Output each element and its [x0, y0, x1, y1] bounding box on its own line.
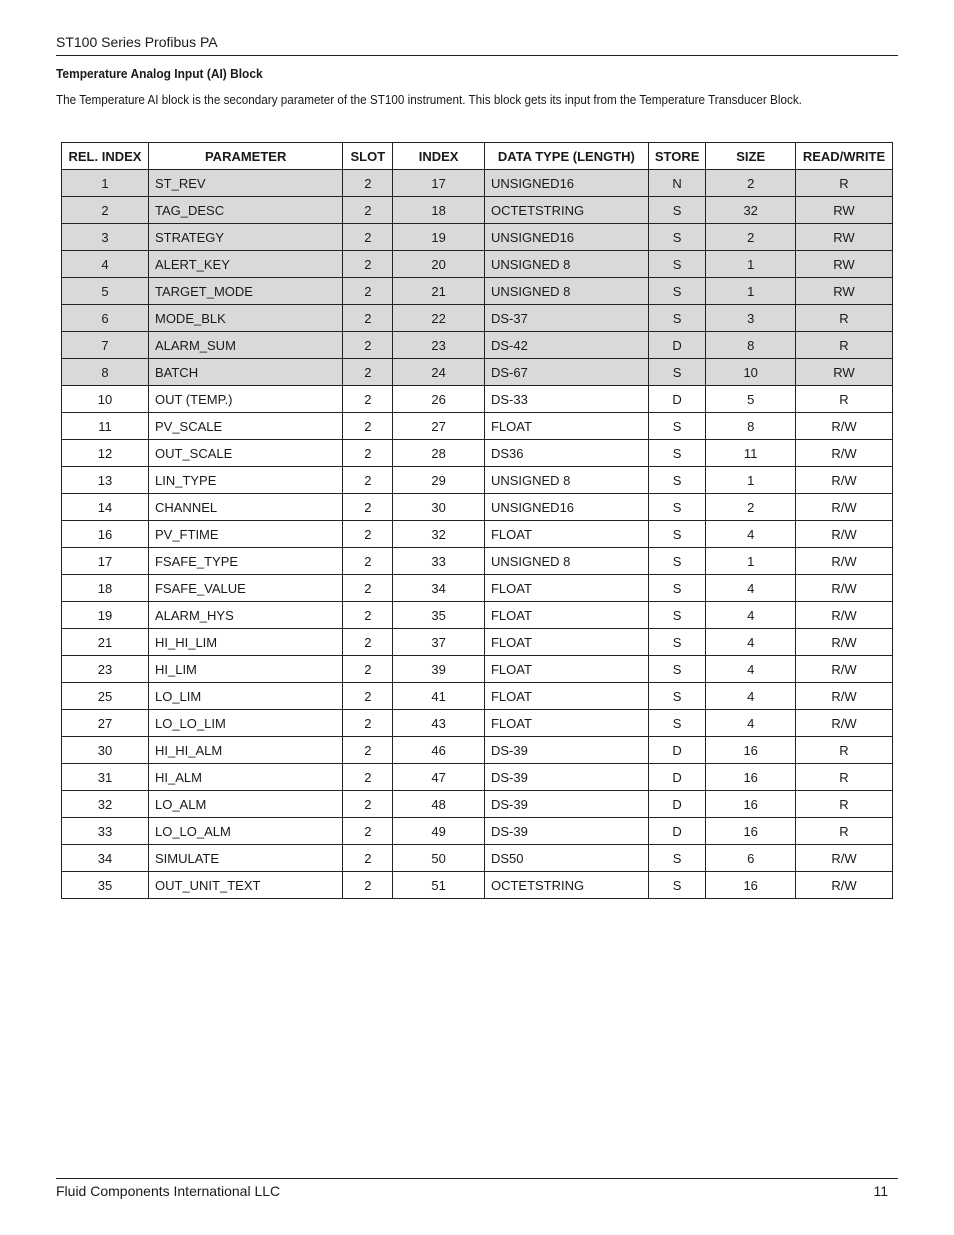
- data-type-cell: DS-39: [484, 764, 648, 791]
- table-row: [62, 521, 893, 548]
- data-type-cell: DS-39: [484, 737, 648, 764]
- slot-cell: 2: [343, 305, 393, 332]
- read-write-cell: R/W: [795, 845, 892, 872]
- parameter-cell: FSAFE_VALUE: [148, 575, 342, 602]
- index-cell: 51: [393, 872, 485, 899]
- size-cell: 3: [706, 305, 796, 332]
- store-cell: D: [648, 386, 706, 413]
- table-row: [62, 791, 893, 818]
- data-type-cell: FLOAT: [484, 683, 648, 710]
- parameter-cell: STRATEGY: [148, 224, 342, 251]
- size-cell: 16: [706, 872, 796, 899]
- size-cell: 11: [706, 440, 796, 467]
- size-cell: 4: [706, 656, 796, 683]
- slot-cell: 2: [343, 656, 393, 683]
- table-row: [62, 170, 893, 197]
- slot-cell: 2: [343, 575, 393, 602]
- table-row: [62, 548, 893, 575]
- data-type-cell: FLOAT: [484, 413, 648, 440]
- read-write-cell: R/W: [795, 656, 892, 683]
- table-row: [62, 278, 893, 305]
- rel-index-cell: 31: [62, 764, 149, 791]
- column-header-rel-index: REL. INDEX: [62, 143, 149, 170]
- index-cell: 17: [393, 170, 485, 197]
- size-cell: 6: [706, 845, 796, 872]
- parameter-cell: CHANNEL: [148, 494, 342, 521]
- parameter-cell: TAG_DESC: [148, 197, 342, 224]
- store-cell: S: [648, 548, 706, 575]
- index-cell: 28: [393, 440, 485, 467]
- store-cell: S: [648, 359, 706, 386]
- index-cell: 18: [393, 197, 485, 224]
- read-write-cell: R: [795, 791, 892, 818]
- parameter-cell: LO_ALM: [148, 791, 342, 818]
- read-write-cell: R/W: [795, 602, 892, 629]
- rel-index-cell: 3: [62, 224, 149, 251]
- read-write-cell: R: [795, 386, 892, 413]
- parameter-cell: PV_SCALE: [148, 413, 342, 440]
- data-type-cell: UNSIGNED 8: [484, 467, 648, 494]
- size-cell: 4: [706, 575, 796, 602]
- rel-index-cell: 8: [62, 359, 149, 386]
- read-write-cell: RW: [795, 359, 892, 386]
- footer-divider: [56, 1178, 898, 1179]
- index-cell: 32: [393, 521, 485, 548]
- rel-index-cell: 6: [62, 305, 149, 332]
- size-cell: 1: [706, 278, 796, 305]
- read-write-cell: R/W: [795, 494, 892, 521]
- rel-index-cell: 13: [62, 467, 149, 494]
- rel-index-cell: 17: [62, 548, 149, 575]
- size-cell: 4: [706, 521, 796, 548]
- parameter-cell: HI_HI_LIM: [148, 629, 342, 656]
- size-cell: 32: [706, 197, 796, 224]
- size-cell: 2: [706, 224, 796, 251]
- slot-cell: 2: [343, 278, 393, 305]
- rel-index-cell: 21: [62, 629, 149, 656]
- parameter-table: [61, 142, 893, 899]
- store-cell: S: [648, 683, 706, 710]
- parameter-cell: FSAFE_TYPE: [148, 548, 342, 575]
- store-cell: N: [648, 170, 706, 197]
- rel-index-cell: 12: [62, 440, 149, 467]
- slot-cell: 2: [343, 710, 393, 737]
- size-cell: 4: [706, 710, 796, 737]
- store-cell: S: [648, 440, 706, 467]
- slot-cell: 2: [343, 548, 393, 575]
- table-row: [62, 440, 893, 467]
- rel-index-cell: 5: [62, 278, 149, 305]
- slot-cell: 2: [343, 224, 393, 251]
- table-body: [62, 170, 893, 899]
- table-row: [62, 710, 893, 737]
- size-cell: 5: [706, 386, 796, 413]
- table-row: [62, 575, 893, 602]
- column-header-slot: SLOT: [343, 143, 393, 170]
- table-row: [62, 386, 893, 413]
- table-row: [62, 332, 893, 359]
- index-cell: 37: [393, 629, 485, 656]
- data-type-cell: FLOAT: [484, 710, 648, 737]
- table-row: [62, 683, 893, 710]
- store-cell: S: [648, 872, 706, 899]
- size-cell: 1: [706, 251, 796, 278]
- data-type-cell: DS-37: [484, 305, 648, 332]
- read-write-cell: RW: [795, 278, 892, 305]
- read-write-cell: R: [795, 305, 892, 332]
- slot-cell: 2: [343, 818, 393, 845]
- rel-index-cell: 23: [62, 656, 149, 683]
- footer-company: Fluid Components International LLC: [56, 1183, 281, 1199]
- index-cell: 27: [393, 413, 485, 440]
- index-cell: 26: [393, 386, 485, 413]
- data-type-cell: FLOAT: [484, 656, 648, 683]
- size-cell: 10: [706, 359, 796, 386]
- slot-cell: 2: [343, 467, 393, 494]
- data-type-cell: DS50: [484, 845, 648, 872]
- read-write-cell: R/W: [795, 548, 892, 575]
- section-description: The Temperature AI block is the secondary parameter of the ST100 instrument. This block gets its input from the Temperature Transducer Block.: [56, 92, 802, 107]
- store-cell: S: [648, 629, 706, 656]
- read-write-cell: R/W: [795, 440, 892, 467]
- store-cell: S: [648, 845, 706, 872]
- section-heading: Temperature Analog Input (AI) Block: [56, 66, 263, 81]
- table-row: [62, 602, 893, 629]
- parameter-cell: LO_LO_LIM: [148, 710, 342, 737]
- table-row: [62, 197, 893, 224]
- rel-index-cell: 2: [62, 197, 149, 224]
- data-type-cell: DS-42: [484, 332, 648, 359]
- rel-index-cell: 10: [62, 386, 149, 413]
- store-cell: S: [648, 575, 706, 602]
- rel-index-cell: 11: [62, 413, 149, 440]
- slot-cell: 2: [343, 629, 393, 656]
- size-cell: 16: [706, 791, 796, 818]
- rel-index-cell: 32: [62, 791, 149, 818]
- data-type-cell: DS-33: [484, 386, 648, 413]
- index-cell: 24: [393, 359, 485, 386]
- table-row: [62, 224, 893, 251]
- table-row: [62, 467, 893, 494]
- slot-cell: 2: [343, 251, 393, 278]
- index-cell: 23: [393, 332, 485, 359]
- index-cell: 22: [393, 305, 485, 332]
- read-write-cell: R/W: [795, 413, 892, 440]
- rel-index-cell: 33: [62, 818, 149, 845]
- index-cell: 47: [393, 764, 485, 791]
- table-row: [62, 845, 893, 872]
- index-cell: 48: [393, 791, 485, 818]
- rel-index-cell: 27: [62, 710, 149, 737]
- rel-index-cell: 4: [62, 251, 149, 278]
- column-header-read-write: READ/WRITE: [795, 143, 892, 170]
- column-header-size: SIZE: [706, 143, 796, 170]
- data-type-cell: FLOAT: [484, 521, 648, 548]
- data-type-cell: DS36: [484, 440, 648, 467]
- rel-index-cell: 16: [62, 521, 149, 548]
- table-row: [62, 656, 893, 683]
- store-cell: S: [648, 602, 706, 629]
- parameter-cell: HI_ALM: [148, 764, 342, 791]
- slot-cell: 2: [343, 332, 393, 359]
- data-type-cell: FLOAT: [484, 602, 648, 629]
- size-cell: 16: [706, 737, 796, 764]
- rel-index-cell: 35: [62, 872, 149, 899]
- table-row: [62, 251, 893, 278]
- data-type-cell: OCTETSTRING: [484, 197, 648, 224]
- table-row: [62, 872, 893, 899]
- parameter-cell: ST_REV: [148, 170, 342, 197]
- slot-cell: 2: [343, 683, 393, 710]
- size-cell: 8: [706, 332, 796, 359]
- slot-cell: 2: [343, 494, 393, 521]
- slot-cell: 2: [343, 764, 393, 791]
- size-cell: 1: [706, 548, 796, 575]
- column-header-parameter: PARAMETER: [148, 143, 342, 170]
- read-write-cell: RW: [795, 224, 892, 251]
- store-cell: S: [648, 710, 706, 737]
- column-header-index: INDEX: [393, 143, 485, 170]
- size-cell: 16: [706, 818, 796, 845]
- store-cell: S: [648, 278, 706, 305]
- rel-index-cell: 1: [62, 170, 149, 197]
- data-type-cell: UNSIGNED16: [484, 494, 648, 521]
- slot-cell: 2: [343, 197, 393, 224]
- store-cell: S: [648, 197, 706, 224]
- table-row: [62, 494, 893, 521]
- read-write-cell: R/W: [795, 521, 892, 548]
- data-type-cell: FLOAT: [484, 629, 648, 656]
- index-cell: 30: [393, 494, 485, 521]
- table-row: [62, 764, 893, 791]
- store-cell: D: [648, 737, 706, 764]
- parameter-cell: MODE_BLK: [148, 305, 342, 332]
- parameter-cell: PV_FTIME: [148, 521, 342, 548]
- parameter-cell: OUT_UNIT_TEXT: [148, 872, 342, 899]
- size-cell: 4: [706, 629, 796, 656]
- slot-cell: 2: [343, 170, 393, 197]
- size-cell: 16: [706, 764, 796, 791]
- table-row: [62, 359, 893, 386]
- read-write-cell: RW: [795, 251, 892, 278]
- store-cell: S: [648, 656, 706, 683]
- slot-cell: 2: [343, 386, 393, 413]
- parameter-cell: OUT (TEMP.): [148, 386, 342, 413]
- document-header-title: ST100 Series Profibus PA: [56, 34, 218, 50]
- data-type-cell: UNSIGNED 8: [484, 251, 648, 278]
- store-cell: D: [648, 764, 706, 791]
- index-cell: 43: [393, 710, 485, 737]
- column-header-store: STORE: [648, 143, 706, 170]
- parameter-cell: HI_HI_ALM: [148, 737, 342, 764]
- size-cell: 4: [706, 683, 796, 710]
- parameter-cell: ALARM_HYS: [148, 602, 342, 629]
- page-number: 11: [873, 1183, 888, 1199]
- data-type-cell: OCTETSTRING: [484, 872, 648, 899]
- rel-index-cell: 18: [62, 575, 149, 602]
- slot-cell: 2: [343, 791, 393, 818]
- parameter-cell: LIN_TYPE: [148, 467, 342, 494]
- read-write-cell: R: [795, 764, 892, 791]
- slot-cell: 2: [343, 413, 393, 440]
- size-cell: 2: [706, 170, 796, 197]
- index-cell: 21: [393, 278, 485, 305]
- store-cell: D: [648, 791, 706, 818]
- store-cell: S: [648, 494, 706, 521]
- store-cell: S: [648, 521, 706, 548]
- parameter-cell: LO_LIM: [148, 683, 342, 710]
- size-cell: 8: [706, 413, 796, 440]
- store-cell: S: [648, 224, 706, 251]
- store-cell: S: [648, 251, 706, 278]
- read-write-cell: R: [795, 818, 892, 845]
- rel-index-cell: 34: [62, 845, 149, 872]
- size-cell: 4: [706, 602, 796, 629]
- slot-cell: 2: [343, 521, 393, 548]
- read-write-cell: R: [795, 170, 892, 197]
- read-write-cell: R/W: [795, 683, 892, 710]
- read-write-cell: RW: [795, 197, 892, 224]
- size-cell: 2: [706, 494, 796, 521]
- index-cell: 46: [393, 737, 485, 764]
- slot-cell: 2: [343, 872, 393, 899]
- index-cell: 35: [393, 602, 485, 629]
- data-type-cell: DS-67: [484, 359, 648, 386]
- index-cell: 33: [393, 548, 485, 575]
- parameter-cell: OUT_SCALE: [148, 440, 342, 467]
- data-type-cell: UNSIGNED16: [484, 224, 648, 251]
- table-row: [62, 413, 893, 440]
- data-type-cell: DS-39: [484, 791, 648, 818]
- parameter-cell: HI_LIM: [148, 656, 342, 683]
- rel-index-cell: 14: [62, 494, 149, 521]
- read-write-cell: R/W: [795, 872, 892, 899]
- index-cell: 29: [393, 467, 485, 494]
- index-cell: 50: [393, 845, 485, 872]
- header-divider: [56, 55, 898, 56]
- parameter-cell: SIMULATE: [148, 845, 342, 872]
- index-cell: 39: [393, 656, 485, 683]
- slot-cell: 2: [343, 359, 393, 386]
- store-cell: S: [648, 305, 706, 332]
- slot-cell: 2: [343, 602, 393, 629]
- read-write-cell: R/W: [795, 575, 892, 602]
- index-cell: 34: [393, 575, 485, 602]
- index-cell: 19: [393, 224, 485, 251]
- parameter-cell: ALARM_SUM: [148, 332, 342, 359]
- data-type-cell: UNSIGNED 8: [484, 278, 648, 305]
- parameter-cell: ALERT_KEY: [148, 251, 342, 278]
- rel-index-cell: 25: [62, 683, 149, 710]
- rel-index-cell: 7: [62, 332, 149, 359]
- data-type-cell: FLOAT: [484, 575, 648, 602]
- rel-index-cell: 30: [62, 737, 149, 764]
- slot-cell: 2: [343, 737, 393, 764]
- read-write-cell: R/W: [795, 710, 892, 737]
- store-cell: S: [648, 467, 706, 494]
- index-cell: 20: [393, 251, 485, 278]
- store-cell: S: [648, 413, 706, 440]
- column-header-data-type: DATA TYPE (LENGTH): [484, 143, 648, 170]
- index-cell: 49: [393, 818, 485, 845]
- parameter-cell: TARGET_MODE: [148, 278, 342, 305]
- read-write-cell: R: [795, 332, 892, 359]
- table-row: [62, 737, 893, 764]
- read-write-cell: R/W: [795, 629, 892, 656]
- parameter-cell: BATCH: [148, 359, 342, 386]
- read-write-cell: R/W: [795, 467, 892, 494]
- slot-cell: 2: [343, 440, 393, 467]
- parameter-cell: LO_LO_ALM: [148, 818, 342, 845]
- read-write-cell: R: [795, 737, 892, 764]
- store-cell: D: [648, 332, 706, 359]
- slot-cell: 2: [343, 845, 393, 872]
- table-row: [62, 305, 893, 332]
- data-type-cell: UNSIGNED 8: [484, 548, 648, 575]
- data-type-cell: DS-39: [484, 818, 648, 845]
- size-cell: 1: [706, 467, 796, 494]
- index-cell: 41: [393, 683, 485, 710]
- table-header-row: [62, 143, 893, 170]
- store-cell: D: [648, 818, 706, 845]
- data-type-cell: UNSIGNED16: [484, 170, 648, 197]
- table-row: [62, 818, 893, 845]
- table-row: [62, 629, 893, 656]
- rel-index-cell: 19: [62, 602, 149, 629]
